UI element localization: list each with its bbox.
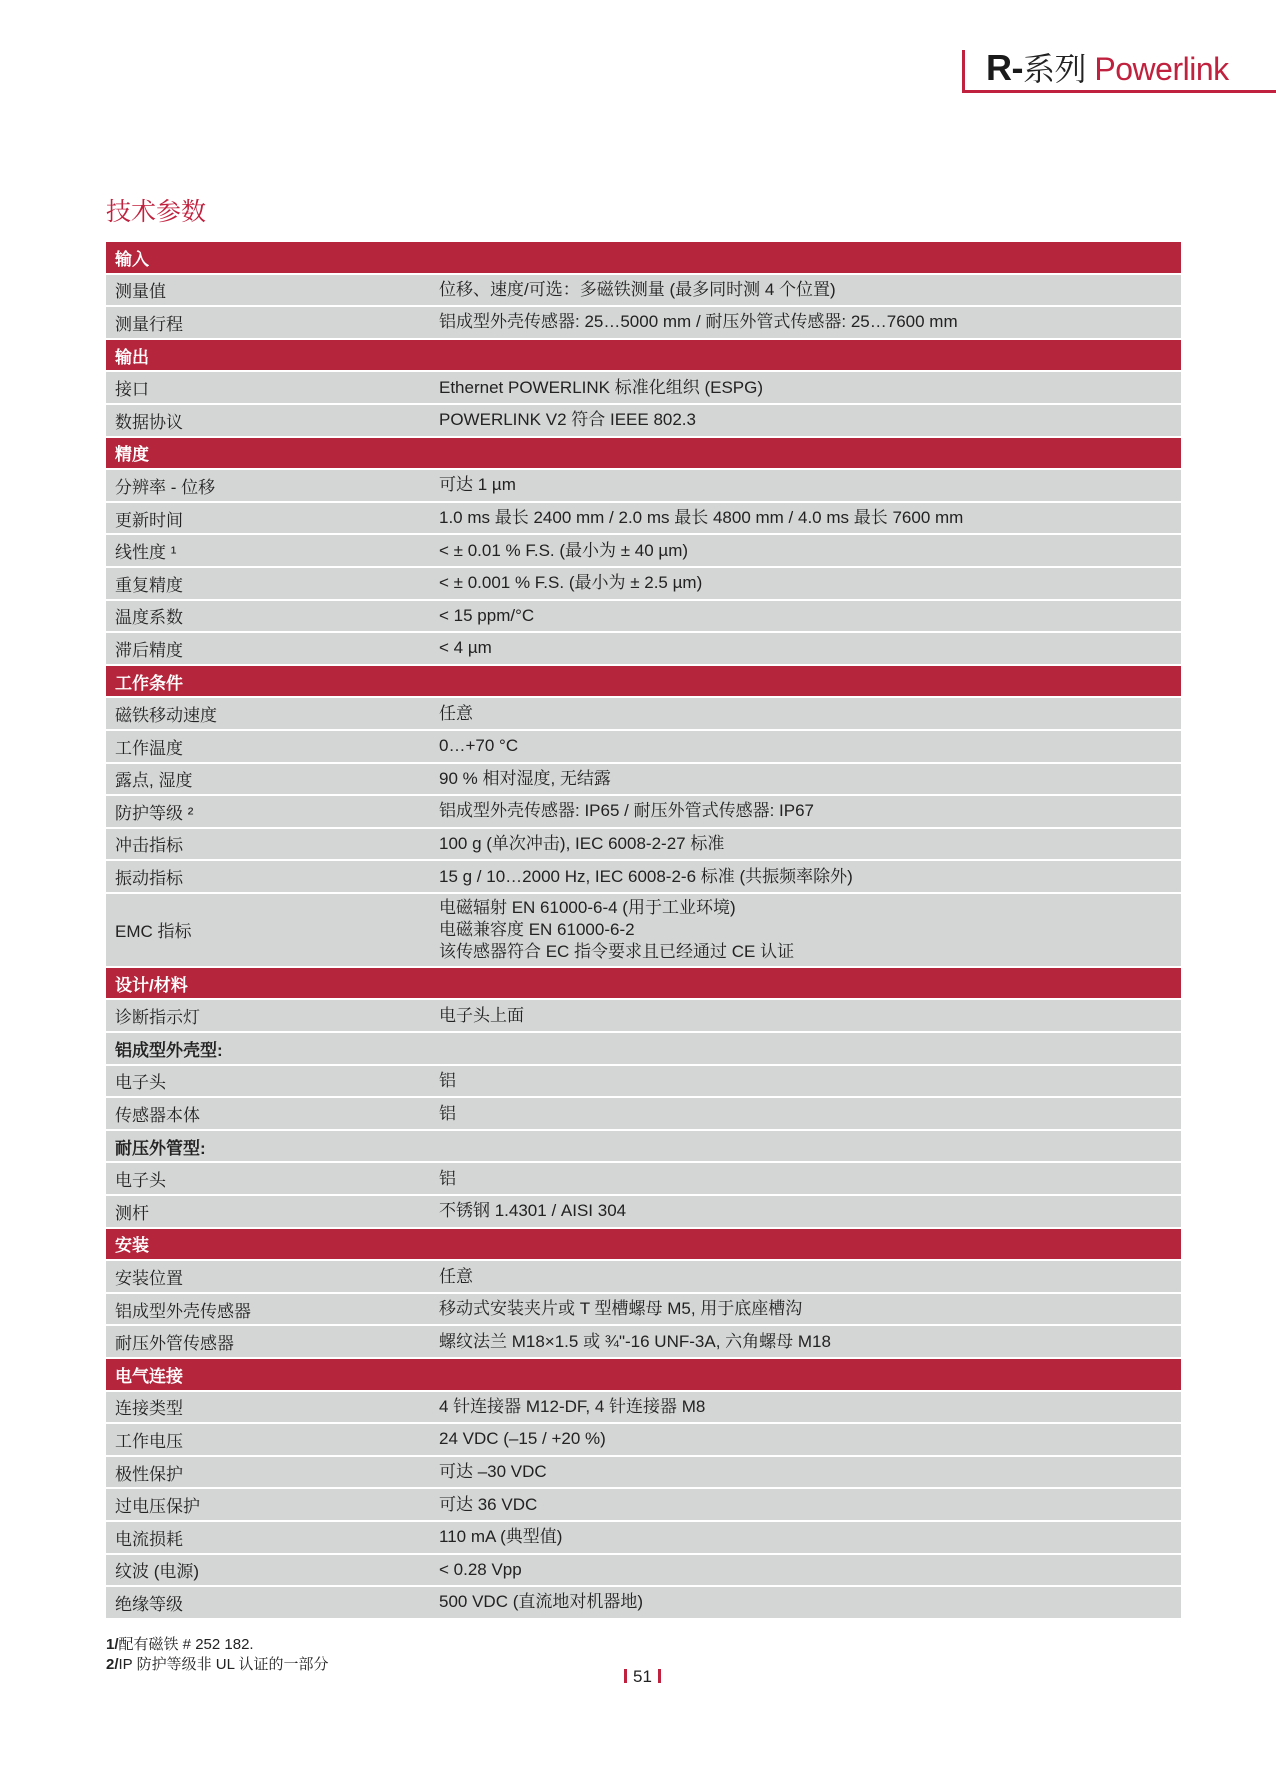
spec-row (106, 503, 1181, 536)
spec-label: 电流损耗 (115, 1529, 183, 1549)
spec-value: 螺纹法兰 M18×1.5 或 ¾"-16 UNF-3A, 六角螺母 M18 (439, 1331, 831, 1351)
spec-row (106, 1424, 1181, 1457)
section-title: 输入 (115, 249, 149, 269)
spec-row (106, 372, 1181, 405)
spec-label: 传感器本体 (115, 1106, 200, 1126)
spec-row (106, 405, 1181, 438)
section-title: 安装 (115, 1236, 149, 1256)
section-header (106, 1359, 1181, 1392)
spec-row (106, 1522, 1181, 1555)
spec-row (106, 1294, 1181, 1327)
spec-label: EMC 指标 (115, 922, 192, 942)
page-number-text: 51 (633, 1667, 652, 1686)
spec-row (106, 601, 1181, 634)
section-header (106, 438, 1181, 471)
spec-label: 连接类型 (115, 1399, 183, 1419)
spec-value: 移动式安装夹片或 T 型槽螺母 M5, 用于底座槽沟 (439, 1299, 803, 1319)
spec-value: 15 g / 10…2000 Hz, IEC 6008-2-6 标准 (共振频率除外) (439, 866, 853, 886)
page-marker-right (658, 1669, 661, 1683)
spec-value: 任意 (439, 1266, 473, 1286)
spec-label: 滞后精度 (115, 640, 183, 660)
spec-row (106, 829, 1181, 862)
spec-row (106, 275, 1181, 308)
spec-label: 电子头 (115, 1171, 166, 1191)
spec-row (106, 764, 1181, 797)
spec-value: < 15 ppm/°C (439, 605, 535, 625)
spec-value: 可达 –30 VDC (439, 1462, 547, 1482)
spec-value: 500 VDC (直流地对机器地) (439, 1592, 644, 1612)
section-header (106, 340, 1181, 373)
spec-value: Ethernet POWERLINK 标准化组织 (ESPG) (439, 377, 764, 397)
series-label: 系列 (1023, 51, 1087, 87)
spec-row (106, 1163, 1181, 1196)
spec-label: 测杆 (115, 1203, 149, 1223)
spec-value: 铝成型外壳传感器: IP65 / 耐压外管式传感器: IP67 (439, 801, 815, 821)
spec-label: 电子头 (115, 1073, 166, 1093)
spec-row (106, 535, 1181, 568)
section-header (106, 242, 1181, 275)
spec-label: 铝成型外壳传感器 (115, 1301, 251, 1321)
section-title: 电气连接 (115, 1366, 183, 1386)
spec-value: 电子头上面 (439, 1005, 524, 1025)
spec-value: < 0.28 Vpp (439, 1559, 522, 1579)
spec-value: 90 % 相对湿度, 无结露 (439, 768, 611, 788)
spec-row (106, 1392, 1181, 1425)
section-header (106, 666, 1181, 699)
spec-row (106, 1457, 1181, 1490)
subsection-row (106, 1033, 1181, 1066)
spec-row (106, 1066, 1181, 1099)
spec-value: 可达 1 µm (439, 475, 516, 495)
spec-value: < ± 0.001 % F.S. (最小为 ± 2.5 µm) (439, 573, 703, 593)
spec-value: 铝 (439, 1103, 456, 1123)
spec-value: 可达 36 VDC (439, 1494, 538, 1514)
spec-label: 过电压保护 (115, 1497, 200, 1517)
spec-row (106, 1098, 1181, 1131)
product-name: Powerlink (1094, 51, 1229, 87)
spec-value: 铝 (439, 1168, 456, 1188)
footnote-2 (106, 1653, 329, 1674)
page-number (618, 1667, 667, 1687)
series-header (986, 44, 1229, 90)
spec-label: 耐压外管传感器 (115, 1334, 234, 1354)
footnote-text: IP 防护等级非 UL 认证的一部分 (118, 1656, 329, 1673)
series-prefix: R- (986, 47, 1023, 88)
spec-label: 铝成型外壳型: (115, 1040, 223, 1060)
spec-value: 不锈钢 1.4301 / AISI 304 (439, 1201, 627, 1221)
spec-value: 24 VDC (–15 / +20 %) (439, 1429, 606, 1449)
spec-row (106, 731, 1181, 764)
spec-label: 接口 (115, 380, 149, 400)
spec-label: 分辨率 - 位移 (115, 477, 216, 497)
spec-value: 4 针连接器 M12-DF, 4 针连接器 M8 (439, 1396, 706, 1416)
spec-label: 工作温度 (115, 738, 183, 758)
spec-row (106, 796, 1181, 829)
spec-label: 纹波 (电源) (115, 1562, 200, 1582)
spec-row (106, 1196, 1181, 1229)
spec-value: 任意 (439, 703, 473, 723)
spec-value: POWERLINK V2 符合 IEEE 802.3 (439, 410, 696, 430)
spec-label: 诊断指示灯 (115, 1008, 200, 1028)
spec-label: 重复精度 (115, 575, 183, 595)
spec-row (106, 633, 1181, 666)
spec-value: < ± 0.01 % F.S. (最小为 ± 40 µm) (439, 540, 689, 560)
spec-label: 线性度 ¹ (115, 543, 177, 563)
section-header (106, 1229, 1181, 1262)
footnote-text: 配有磁铁 # 252 182. (118, 1636, 254, 1653)
spec-row (106, 1555, 1181, 1588)
spec-row (106, 698, 1181, 731)
spec-label: 测量行程 (115, 314, 183, 334)
spec-row (106, 1489, 1181, 1522)
section-title: 工作条件 (115, 673, 183, 693)
footnote-number: 1/ (106, 1636, 119, 1653)
spec-value: 电磁辐射 EN 61000-6-4 (用于工业环境) 电磁兼容度 EN 61000-6-2 该传感器符合 EC 指令要求且已经通过 CE 认证 (439, 897, 795, 961)
header-divider-horizontal (962, 90, 1276, 93)
spec-row (106, 894, 1181, 968)
spec-row (106, 1000, 1181, 1033)
spec-row (106, 470, 1181, 503)
spec-label: 温度系数 (115, 608, 183, 628)
spec-label: 测量值 (115, 282, 166, 302)
spec-row (106, 307, 1181, 340)
footnote-1 (106, 1633, 254, 1654)
section-title: 精度 (115, 445, 149, 465)
header-divider-vertical (962, 50, 965, 92)
spec-label: 耐压外管型: (115, 1138, 206, 1158)
subsection-row (106, 1131, 1181, 1164)
spec-label: 数据协议 (115, 412, 183, 432)
page-marker-left (624, 1669, 627, 1683)
footnote-number: 2/ (106, 1656, 119, 1673)
spec-label: 冲击指标 (115, 836, 183, 856)
spec-label: 露点, 湿度 (115, 771, 193, 791)
spec-value: 1.0 ms 最长 2400 mm / 2.0 ms 最长 4800 mm / 4.0 ms 最长 7600 mm (439, 508, 964, 528)
spec-label: 防护等级 ² (115, 803, 194, 823)
spec-value: 铝成型外壳传感器: 25…5000 mm / 耐压外管式传感器: 25…7600 mm (439, 312, 958, 332)
spec-value: 110 mA (典型值) (439, 1527, 563, 1547)
spec-value: 100 g (单次冲击), IEC 6008-2-27 标准 (439, 833, 725, 853)
spec-label: 振动指标 (115, 869, 183, 889)
spec-label: 安装位置 (115, 1269, 183, 1289)
spec-value: 位移、速度/可选：多磁铁测量 (最多同时测 4 个位置) (439, 279, 836, 299)
spec-row (106, 861, 1181, 894)
spec-value: 0…+70 °C (439, 736, 519, 756)
page-title: 技术参数 (106, 198, 207, 226)
spec-row (106, 568, 1181, 601)
spec-row (106, 1326, 1181, 1359)
section-title: 输出 (115, 347, 149, 367)
spec-value: < 4 µm (439, 638, 492, 658)
spec-label: 磁铁移动速度 (115, 706, 217, 726)
spec-table (106, 242, 1181, 1620)
section-header (106, 968, 1181, 1001)
spec-label: 工作电压 (115, 1431, 183, 1451)
spec-row (106, 1587, 1181, 1620)
spec-label: 更新时间 (115, 510, 183, 530)
spec-label: 绝缘等级 (115, 1594, 183, 1614)
spec-label: 极性保护 (115, 1464, 183, 1484)
spec-value: 铝 (439, 1070, 456, 1090)
section-title: 设计/材料 (115, 975, 188, 995)
spec-row (106, 1261, 1181, 1294)
